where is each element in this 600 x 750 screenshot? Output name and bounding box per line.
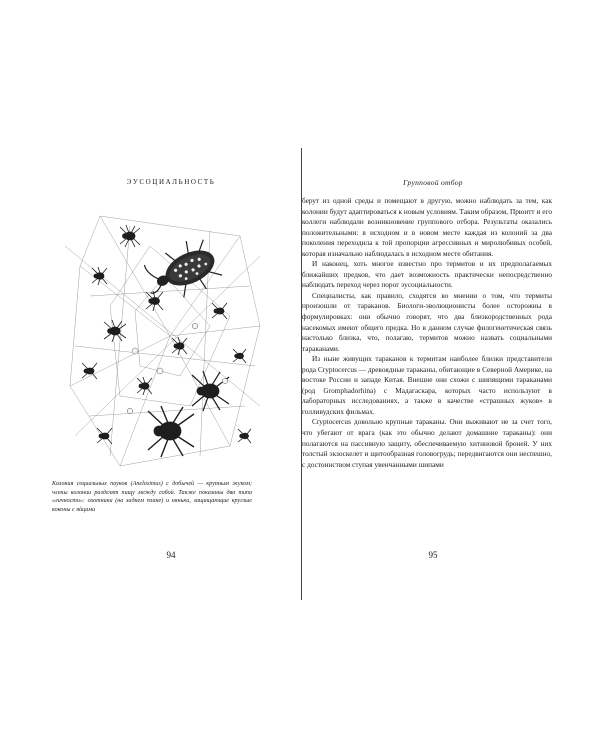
left-running-head: ЭУСОЦИАЛЬНОСТЬ	[126, 178, 216, 186]
left-page	[40, 148, 302, 600]
paragraph: Cryptocercus довольно крупные тараканы. Они выживают не за счет того, что убегают от врага (как это обычно делают домашние тараканы): они полагаются на пассивную защиту, обеспечиваемую хитиновой броней. У них толстый экзоскелет и щитообразная головогрудь; передвигаются они неспешно, с достоинством ступая увенчанными шипами	[302, 417, 552, 469]
paragraph: Специалисты, как правило, сходятся во мнении о том, что термиты произошли от тараканов. Биологи-эволюционисты более осторожны в формулировках: они обычно говорят, что два близкородственных рода насекомых имеют общего предка. Но в данном случае филогенетическая связь настолько близка, что, полагаю, термитов можно назвать социальными тараканами.	[302, 290, 552, 353]
paragraph: берут из одной среды и помещают в другую, можно наблюдать за тем, как колонии будут адаптироваться к новым условиям. Таким образом, Прюитт и его коллеги наблюдали возникновение группового отбора. Результаты оказались положительными: в исходном и в новом месте каждая из колоний за два поколения переходила к той пропорции агрессивных и миролюбивых особей, которая изначально наблюдалась в исходном месте обитания.	[302, 196, 552, 258]
right-page	[302, 148, 564, 600]
spider-colony-illustration	[60, 206, 265, 470]
body-text	[302, 196, 552, 470]
left-page-number: 94	[166, 550, 176, 560]
right-page-number: 95	[428, 550, 438, 560]
figure-caption: Колония социальных пауков (Anelosimus) с добычей — крупным жуком; члены колонии разделят пищу между собой. Также показаны два типа «личности»: охотники (на заднем плане) и няньки, защищающие круглые коконы с яйцами	[52, 481, 252, 514]
paragraph: Из ныне живущих тараканов к термитам наиболее близки представители рода Cryptocercus — древоядные тараканы, обитающие в Северной Америке, на востоке России и западе Китая. Внешне они схожи с шипящими тараканами (род Gromphadorhina) с Мадагаскара, которых часто используют в лабораторных исследованиях, а также в качестве «страшных жуков» в голливудских фильмах.	[302, 354, 552, 416]
right-running-head: Групповой отбор	[403, 178, 463, 187]
paragraph: И наконец, хоть многое известно про термитов и их предполагаемых ближайших предков, что дает возможность практически непосредственно наблюдать переход через порог эусоциальности.	[302, 259, 552, 290]
